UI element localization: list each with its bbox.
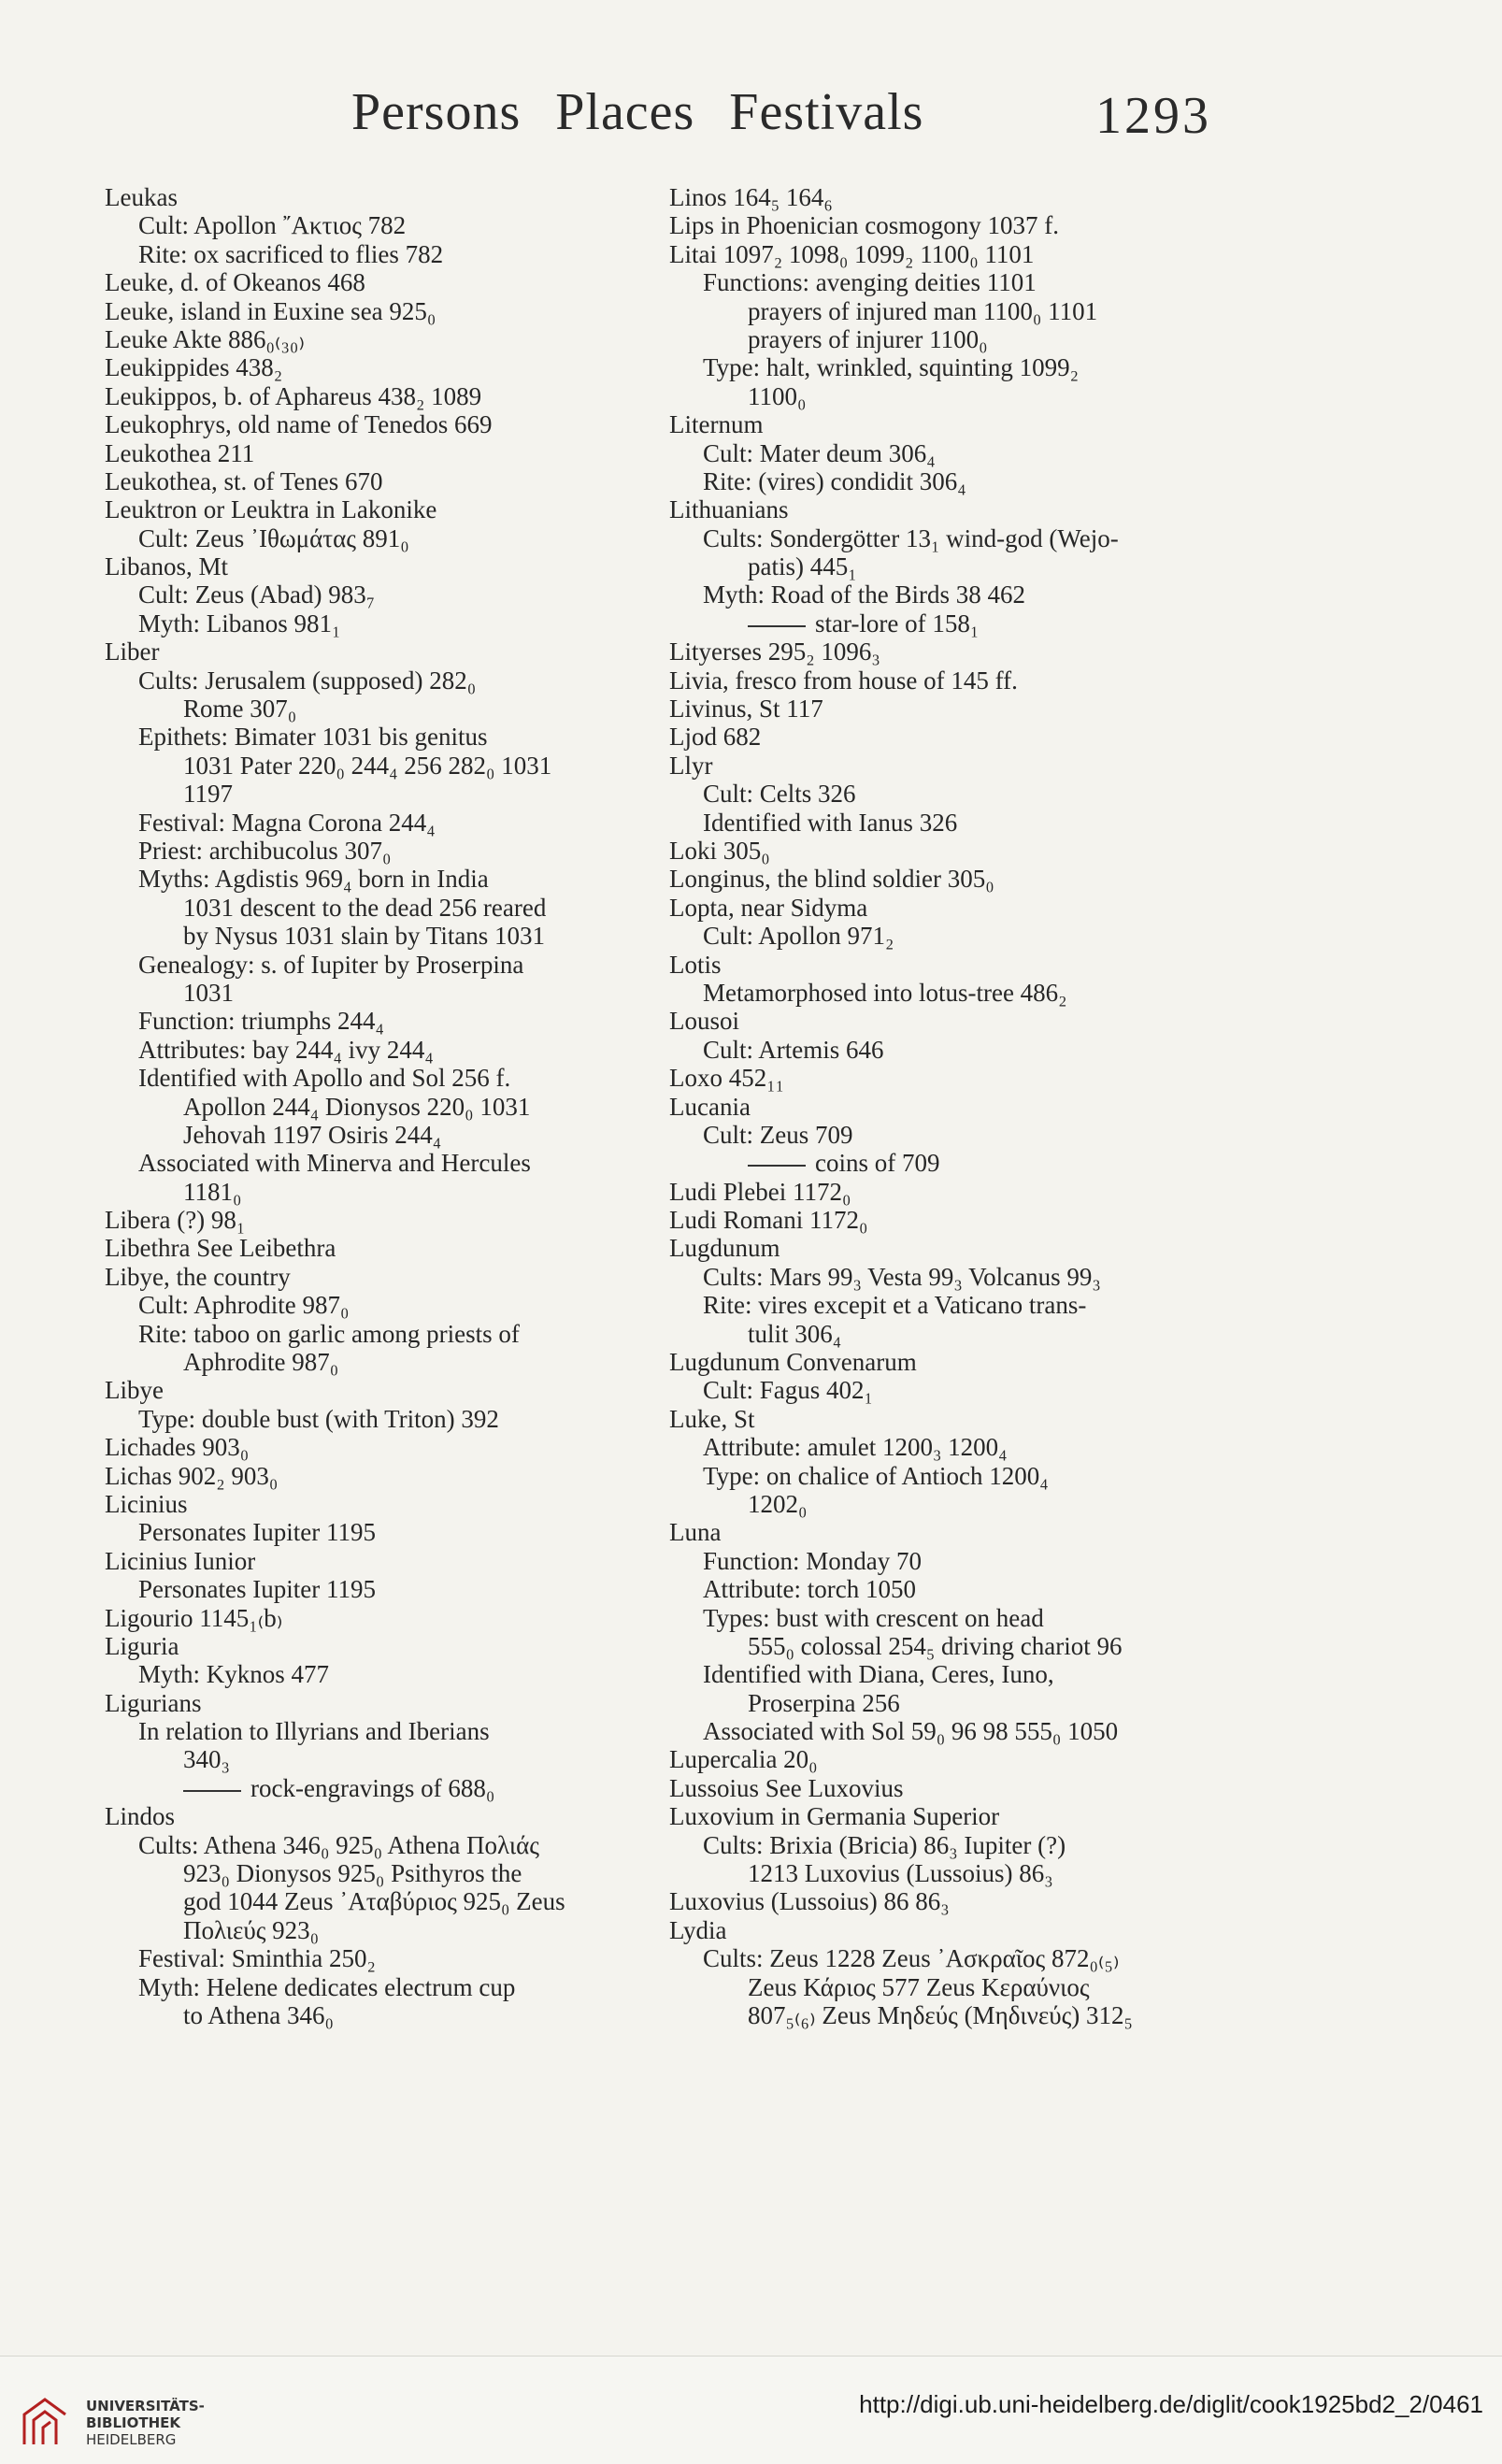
index-entry-line [669, 922, 1200, 950]
index-entry-line [669, 211, 1200, 239]
index-entry-line [105, 1093, 626, 1121]
index-entry-line [105, 1291, 626, 1319]
index-entry-line [105, 524, 626, 552]
index-entry-text: Lopta, near Sidyma [669, 893, 868, 922]
index-entry-text: Leukothea, st. of Tenes 670 [105, 466, 383, 495]
index-entry-text: Leukippides 438₂ [105, 353, 283, 382]
index-entry-line [105, 1036, 626, 1064]
index-entry-line [669, 752, 1200, 780]
index-entry-text: rock-engravings of 688₀ [250, 1773, 495, 1802]
index-entry-text: Licinius Iunior [105, 1546, 256, 1575]
index-entry-text: Πολιεύς 923₀ [183, 1915, 320, 1944]
index-entry-text: prayers of injured man 1100₀ 1101 [748, 296, 1098, 325]
index-entry-line [669, 1348, 1200, 1376]
index-entry-line [105, 1121, 626, 1149]
index-entry-text: Lousoi [669, 1007, 740, 1036]
index-entry-text: Leukippos, b. of Aphareus 438₂ 1089 [105, 381, 482, 410]
index-entry-line [669, 1007, 1200, 1035]
index-entry-line [669, 1376, 1200, 1404]
index-entry-text: Cult: Zeus ᾿Ιθωμάτας 891₀ [138, 523, 409, 552]
index-entry-text: Identified with Diana, Ceres, Iuno, [703, 1660, 1054, 1689]
index-entry-line [669, 865, 1200, 893]
index-entry-text: Cults: Zeus 1228 Zeus ᾿Ασκραῖος 872₀₍₅₎ [703, 1944, 1120, 1973]
index-entry-line [105, 1575, 626, 1603]
index-entry-text: Lips in Phoenician cosmogony 1037 f. [669, 211, 1059, 240]
index-entry-text: Luxovium in Germania Superior [669, 1802, 1000, 1831]
index-entry-line [669, 1462, 1200, 1490]
page-number: 1293 [1095, 87, 1211, 145]
index-entry-line [105, 637, 626, 666]
index-entry-line [105, 495, 626, 523]
index-entry-line [105, 1660, 626, 1688]
index-entry-text: Cults: Athena 346₀ 925₀ Athena Πολιάς [138, 1830, 539, 1859]
index-entry-line [669, 580, 1200, 609]
index-entry-text: Ljod 682 [669, 723, 762, 752]
index-entry-line [105, 865, 626, 893]
index-entry-text: Longinus, the blind soldier 305₀ [669, 865, 994, 894]
index-entry-text: Cult: Celts 326 [703, 780, 856, 809]
index-entry-text: Cults: Mars 99₃ Vesta 99₃ Volcanus 99₃ [703, 1262, 1101, 1291]
index-entry-line [105, 439, 626, 467]
index-entry-text: tulit 306₄ [748, 1319, 842, 1348]
index-entry-line [105, 837, 626, 865]
index-entry-text: Cult: Apollon 971₂ [703, 922, 894, 951]
index-entry-line [105, 1745, 626, 1773]
index-entry-text: Leukas [105, 183, 178, 211]
index-column-left [105, 183, 626, 2029]
index-entry-line [105, 1376, 626, 1404]
index-entry-text: Function: triumphs 244₄ [138, 1007, 384, 1036]
index-entry-text: Litai 1097₂ 1098₀ 1099₂ 1100₀ 1101 [669, 239, 1035, 268]
index-entry-line [669, 894, 1200, 922]
footer-bar [0, 2356, 1502, 2464]
index-entry-text: Attributes: bay 244₄ ivy 244₄ [138, 1035, 434, 1064]
index-entry-text: Ligourio 1145₁₍b₎ [105, 1603, 283, 1632]
index-entry-text: Function: Monday 70 [703, 1546, 922, 1575]
index-entry-text: Myth: Helene dedicates electrum cup [138, 1972, 516, 2001]
index-entry-line [105, 1944, 626, 1972]
index-entry-text: 1031 Pater 220₀ 244₄ 256 282₀ 1031 [183, 751, 552, 780]
index-entry-text: Lugdunum [669, 1234, 780, 1263]
library-name-line2: BIBLIOTHEK [86, 2414, 180, 2431]
index-entry-line [669, 979, 1200, 1007]
index-entry-line [105, 979, 626, 1007]
index-entry-line [105, 1263, 626, 1291]
index-entry-line [105, 951, 626, 979]
index-entry-line [669, 1405, 1200, 1433]
index-entry-line [105, 1178, 626, 1206]
index-entry-line [669, 1121, 1200, 1149]
index-entry-line [105, 1234, 626, 1262]
index-entry-line [105, 780, 626, 808]
index-entry-line [105, 1007, 626, 1035]
index-entry-text: Cult: Apollon ῎Ακτιος 782 [138, 211, 407, 240]
index-entry-text: Leuke, d. of Okeanos 468 [105, 268, 365, 297]
index-entry-line [669, 1149, 1200, 1177]
index-entry-text: Festival: Sminthia 250₂ [138, 1944, 376, 1973]
index-entry-text: Luke, St [669, 1404, 755, 1433]
index-entry-line [105, 1689, 626, 1717]
index-entry-line [105, 809, 626, 837]
index-entry-text: Genealogy: s. of Iupiter by Proserpina [138, 950, 524, 979]
index-entry-line [669, 552, 1200, 580]
index-entry-line [669, 1234, 1200, 1262]
index-entry-line [669, 410, 1200, 438]
index-entry-text: 1100₀ [748, 381, 807, 410]
index-entry-line [669, 2001, 1200, 2029]
index-entry-text: Zeus Κάριος 577 Zeus Κεραύνιος [748, 1972, 1090, 2001]
index-entry-line [105, 552, 626, 580]
index-entry-text: Personates Iupiter 1195 [138, 1575, 376, 1604]
index-entry-text: Cults: Jerusalem (supposed) 282₀ [138, 666, 477, 695]
index-entry-text: Loxo 452₁₁ [669, 1064, 785, 1093]
index-entry-line [669, 637, 1200, 666]
index-entry-text: Ludi Romani 1172₀ [669, 1206, 868, 1235]
index-entry-text: Libye, the country [105, 1262, 291, 1291]
index-entry-text: Libethra See Leibethra [105, 1234, 336, 1263]
index-entry-text: star-lore of 158₁ [815, 609, 980, 637]
index-entry-text: 923₀ Dionysos 925₀ Psithyros the [183, 1859, 522, 1888]
index-entry-line [669, 1604, 1200, 1632]
index-entry-text: Myth: Libanos 981₁ [138, 609, 341, 637]
index-entry-text: Metamorphosed into lotus-tree 486₂ [703, 978, 1067, 1007]
index-entry-line [669, 1859, 1200, 1887]
index-entry-line [669, 240, 1200, 268]
index-entry-line [105, 297, 626, 325]
index-entry-text: 340₃ [183, 1745, 230, 1774]
index-entry-text: Functions: avenging deities 1101 [703, 268, 1037, 297]
index-entry-line [105, 1802, 626, 1830]
library-name-line3: HEIDELBERG [86, 2431, 177, 2448]
index-entry-text: Lichades 903₀ [105, 1433, 250, 1462]
index-entry-line [105, 666, 626, 695]
index-entry-line [669, 1973, 1200, 2001]
index-entry-line [105, 353, 626, 381]
index-entry-text: Cult: Aphrodite 987₀ [138, 1291, 350, 1320]
index-entry-text: 807₅₍₆₎ Zeus Μηδεύς (Μηδινεύς) 312₅ [748, 2001, 1133, 2029]
index-entry-line [669, 780, 1200, 808]
index-entry-line [105, 325, 626, 353]
index-entry-line [669, 1575, 1200, 1603]
index-entry-line [669, 951, 1200, 979]
index-entry-line [669, 382, 1200, 410]
index-entry-line [669, 495, 1200, 523]
source-url-link[interactable]: http://digi.ub.uni-heidelberg.de/diglit/cook1925bd2_2/0461 [859, 2390, 1483, 2418]
index-entry-line [105, 894, 626, 922]
index-entry-line [105, 1064, 626, 1092]
index-entry-line [669, 1887, 1200, 1915]
index-entry-line [105, 1717, 626, 1745]
index-entry-text: Identified with Ianus 326 [703, 808, 958, 837]
index-entry-line [669, 268, 1200, 296]
index-entry-text: Lucania [669, 1092, 751, 1121]
index-entry-line [105, 1518, 626, 1546]
index-entry-line [669, 723, 1200, 751]
index-entry-text: patis) 445₁ [748, 552, 857, 581]
index-entry-line [669, 1490, 1200, 1518]
index-entry-line [669, 1802, 1200, 1830]
index-entry-line [105, 183, 626, 211]
index-entry-text: Type: double bust (with Triton) 392 [138, 1404, 499, 1433]
index-entry-text: Lydia [669, 1915, 727, 1944]
index-entry-text: 1031 descent to the dead 256 reared [183, 893, 547, 922]
index-entry-text: Types: bust with crescent on head [703, 1603, 1044, 1632]
index-entry-text: Cult: Fagus 402₁ [703, 1376, 873, 1405]
index-entry-line [105, 410, 626, 438]
index-entry-text: Myth: Road of the Birds 38 462 [703, 580, 1025, 609]
index-entry-line [105, 1774, 626, 1802]
index-entry-text: coins of 709 [815, 1149, 940, 1178]
index-entry-text: Cult: Zeus 709 [703, 1120, 853, 1149]
index-entry-text: Libanos, Mt [105, 552, 228, 581]
index-entry-text: Leuke Akte 886₀₍₃₀₎ [105, 324, 305, 353]
index-entry-text: Priest: archibucolus 307₀ [138, 836, 392, 865]
index-entry-line [105, 1604, 626, 1632]
index-entry-text: Lupercalia 20₀ [669, 1745, 818, 1774]
index-entry-text: Type: on chalice of Antioch 1200₄ [703, 1461, 1049, 1490]
index-entry-line [669, 1831, 1200, 1859]
index-entry-text: Rite: taboo on garlic among priests of [138, 1319, 520, 1348]
index-entry-line [669, 1206, 1200, 1234]
index-entry-text: Cult: Zeus (Abad) 983₇ [138, 580, 376, 609]
index-entry-line [669, 1774, 1200, 1802]
index-entry-text: Liguria [105, 1631, 179, 1660]
library-name-line1: UNIVERSITÄTS- [86, 2398, 205, 2414]
index-entry-line [669, 1036, 1200, 1064]
index-entry-line [105, 580, 626, 609]
index-entry-line [105, 1206, 626, 1234]
index-entry-line [669, 353, 1200, 381]
index-entry-line [669, 1433, 1200, 1461]
index-entry-line [669, 1291, 1200, 1319]
index-entry-text: Libera (?) 98₁ [105, 1206, 246, 1235]
index-entry-line [105, 2001, 626, 2029]
index-entry-text: Rome 307₀ [183, 695, 297, 723]
index-entry-text: 1197 [183, 780, 233, 809]
index-entry-text: Leuke, island in Euxine sea 925₀ [105, 296, 436, 325]
index-entry-text: Linos 164₅ 164₆ [669, 183, 833, 211]
index-entry-text: Cult: Artemis 646 [703, 1035, 884, 1064]
index-entry-line [105, 1348, 626, 1376]
index-entry-line [669, 1689, 1200, 1717]
index-entry-line [105, 609, 626, 637]
ditto-dash [748, 1165, 806, 1167]
index-entry-line [669, 1632, 1200, 1660]
library-logo-icon [17, 2396, 73, 2448]
index-entry-text: Attribute: torch 1050 [703, 1575, 916, 1604]
index-entry-line [669, 297, 1200, 325]
index-entry-line [669, 524, 1200, 552]
index-entry-line [105, 1433, 626, 1461]
index-entry-line [669, 666, 1200, 695]
index-entry-line [105, 1973, 626, 2001]
index-entry-line [669, 1717, 1200, 1745]
index-entry-text: Luna [669, 1518, 722, 1547]
index-entry-text: Lotis [669, 950, 722, 979]
index-entry-text: 1181₀ [183, 1177, 242, 1206]
index-entry-text: Lussoius See Luxovius [669, 1773, 904, 1802]
index-entry-text: Lindos [105, 1802, 176, 1831]
page-title: Persons Places Festivals [351, 83, 924, 141]
index-entry-line [669, 1547, 1200, 1575]
index-entry-line [105, 240, 626, 268]
index-entry-line [105, 1632, 626, 1660]
index-entry-line [105, 1887, 626, 1915]
index-entry-line [669, 695, 1200, 723]
index-entry-line [669, 1320, 1200, 1348]
index-entry-text: Luxovius (Lussoius) 86 86₃ [669, 1887, 950, 1916]
index-entry-text: Myths: Agdistis 969₄ born in India [138, 865, 489, 894]
index-entry-line [105, 922, 626, 950]
index-entry-text: Cults: Sondergötter 13₁ wind-god (Wejo- [703, 523, 1119, 552]
index-entry-line [669, 609, 1200, 637]
index-entry-line [669, 1518, 1200, 1546]
index-entry-line [105, 1547, 626, 1575]
index-entry-text: 555₀ colossal 254₅ driving chariot 96 [748, 1631, 1123, 1660]
index-entry-line [669, 183, 1200, 211]
index-entry-text: to Athena 346₀ [183, 2001, 334, 2029]
index-entry-line [105, 1462, 626, 1490]
ditto-dash [183, 1790, 241, 1792]
index-entry-line [669, 1178, 1200, 1206]
index-entry-text: Associated with Minerva and Hercules [138, 1149, 531, 1178]
index-entry-text: Loki 305₀ [669, 836, 770, 865]
index-entry-line [105, 1320, 626, 1348]
ditto-dash [748, 625, 806, 627]
index-entry-text: Leukothea 211 [105, 438, 255, 467]
index-entry-line [105, 382, 626, 410]
index-entry-text: Llyr [669, 751, 713, 780]
index-entry-text: Lityerses 295₂ 1096₃ [669, 637, 880, 666]
index-entry-line [105, 268, 626, 296]
index-entry-line [105, 1859, 626, 1887]
index-entry-line [669, 837, 1200, 865]
index-entry-line [105, 1405, 626, 1433]
index-entry-text: prayers of injurer 1100₀ [748, 324, 988, 353]
library-name [86, 2398, 205, 2448]
index-entry-text: Leuktron or Leuktra in Lakonike [105, 495, 437, 524]
index-entry-text: Lithuanians [669, 495, 789, 524]
index-entry-text: Cults: Brixia (Bricia) 86₃ Iupiter (?) [703, 1830, 1066, 1859]
index-entry-text: Associated with Sol 59₀ 96 98 555₀ 1050 [703, 1717, 1119, 1746]
index-entry-text: Proserpina 256 [748, 1688, 900, 1717]
index-entry-line [669, 1660, 1200, 1688]
index-column-right [669, 183, 1200, 2029]
index-entry-text: Identified with Apollo and Sol 256 f. [138, 1064, 511, 1093]
index-entry-line [105, 467, 626, 495]
index-entry-text: Epithets: Bimater 1031 bis genitus [138, 723, 488, 752]
index-entry-line [105, 1831, 626, 1859]
index-entry-text: Aphrodite 987₀ [183, 1348, 339, 1377]
index-entry-line [669, 1944, 1200, 1972]
index-entry-text: Type: halt, wrinkled, squinting 1099₂ [703, 353, 1079, 382]
index-entry-text: Ludi Plebei 1172₀ [669, 1177, 851, 1206]
index-entry-text: Liternum [669, 410, 764, 439]
index-entry-line [669, 1745, 1200, 1773]
index-entry-text: Libye [105, 1376, 164, 1405]
index-entry-line [105, 1149, 626, 1177]
index-entry-text: Lichas 902₂ 903₀ [105, 1461, 279, 1490]
index-entry-line [105, 752, 626, 780]
index-entry-line [669, 1064, 1200, 1092]
index-entry-text: Licinius [105, 1489, 188, 1518]
index-entry-text: Myth: Kyknos 477 [138, 1660, 330, 1689]
index-entry-text: 1213 Luxovius (Lussoius) 86₃ [748, 1859, 1053, 1888]
index-entry-text: Ligurians [105, 1688, 202, 1717]
index-entry-text: Jehovah 1197 Osiris 244₄ [183, 1120, 442, 1149]
index-entry-line [669, 325, 1200, 353]
index-entry-text: Rite: vires excepit et a Vaticano trans- [703, 1291, 1087, 1320]
index-entry-text: god 1044 Zeus ᾿Αταβύριος 925₀ Zeus [183, 1887, 565, 1916]
index-entry-text: Rite: (vires) condidit 306₄ [703, 466, 966, 495]
index-entry-text: Apollon 244₄ Dionysos 220₀ 1031 [183, 1092, 531, 1121]
index-entry-text: Personates Iupiter 1195 [138, 1518, 376, 1547]
index-entry-text: 1202₀ [748, 1489, 808, 1518]
index-entry-line [105, 211, 626, 239]
index-entry-text: by Nysus 1031 slain by Titans 1031 [183, 922, 546, 951]
index-entry-text: Livinus, St 117 [669, 695, 823, 723]
index-entry-text: Rite: ox sacrificed to flies 782 [138, 239, 444, 268]
index-entry-line [105, 1916, 626, 1944]
index-entry-line [669, 809, 1200, 837]
index-entry-text: Livia, fresco from house of 145 ff. [669, 666, 1018, 695]
index-entry-text: Festival: Magna Corona 244₄ [138, 808, 436, 837]
index-entry-line [105, 723, 626, 751]
index-entry-text: Cult: Mater deum 306₄ [703, 438, 936, 467]
index-entry-line [669, 1263, 1200, 1291]
index-entry-text: Lugdunum Convenarum [669, 1348, 917, 1377]
index-entry-text: 1031 [183, 978, 234, 1007]
index-entry-line [105, 695, 626, 723]
index-entry-text: Liber [105, 637, 160, 666]
index-entry-line [669, 467, 1200, 495]
index-entry-line [669, 1093, 1200, 1121]
index-entry-line [669, 1916, 1200, 1944]
index-entry-text: Leukophrys, old name of Tenedos 669 [105, 410, 493, 439]
page-header [0, 82, 1502, 148]
index-entry-text: In relation to Illyrians and Iberians [138, 1717, 490, 1746]
index-entry-text: Attribute: amulet 1200₃ 1200₄ [703, 1433, 1008, 1462]
index-entry-line [669, 439, 1200, 467]
index-entry-line [105, 1490, 626, 1518]
